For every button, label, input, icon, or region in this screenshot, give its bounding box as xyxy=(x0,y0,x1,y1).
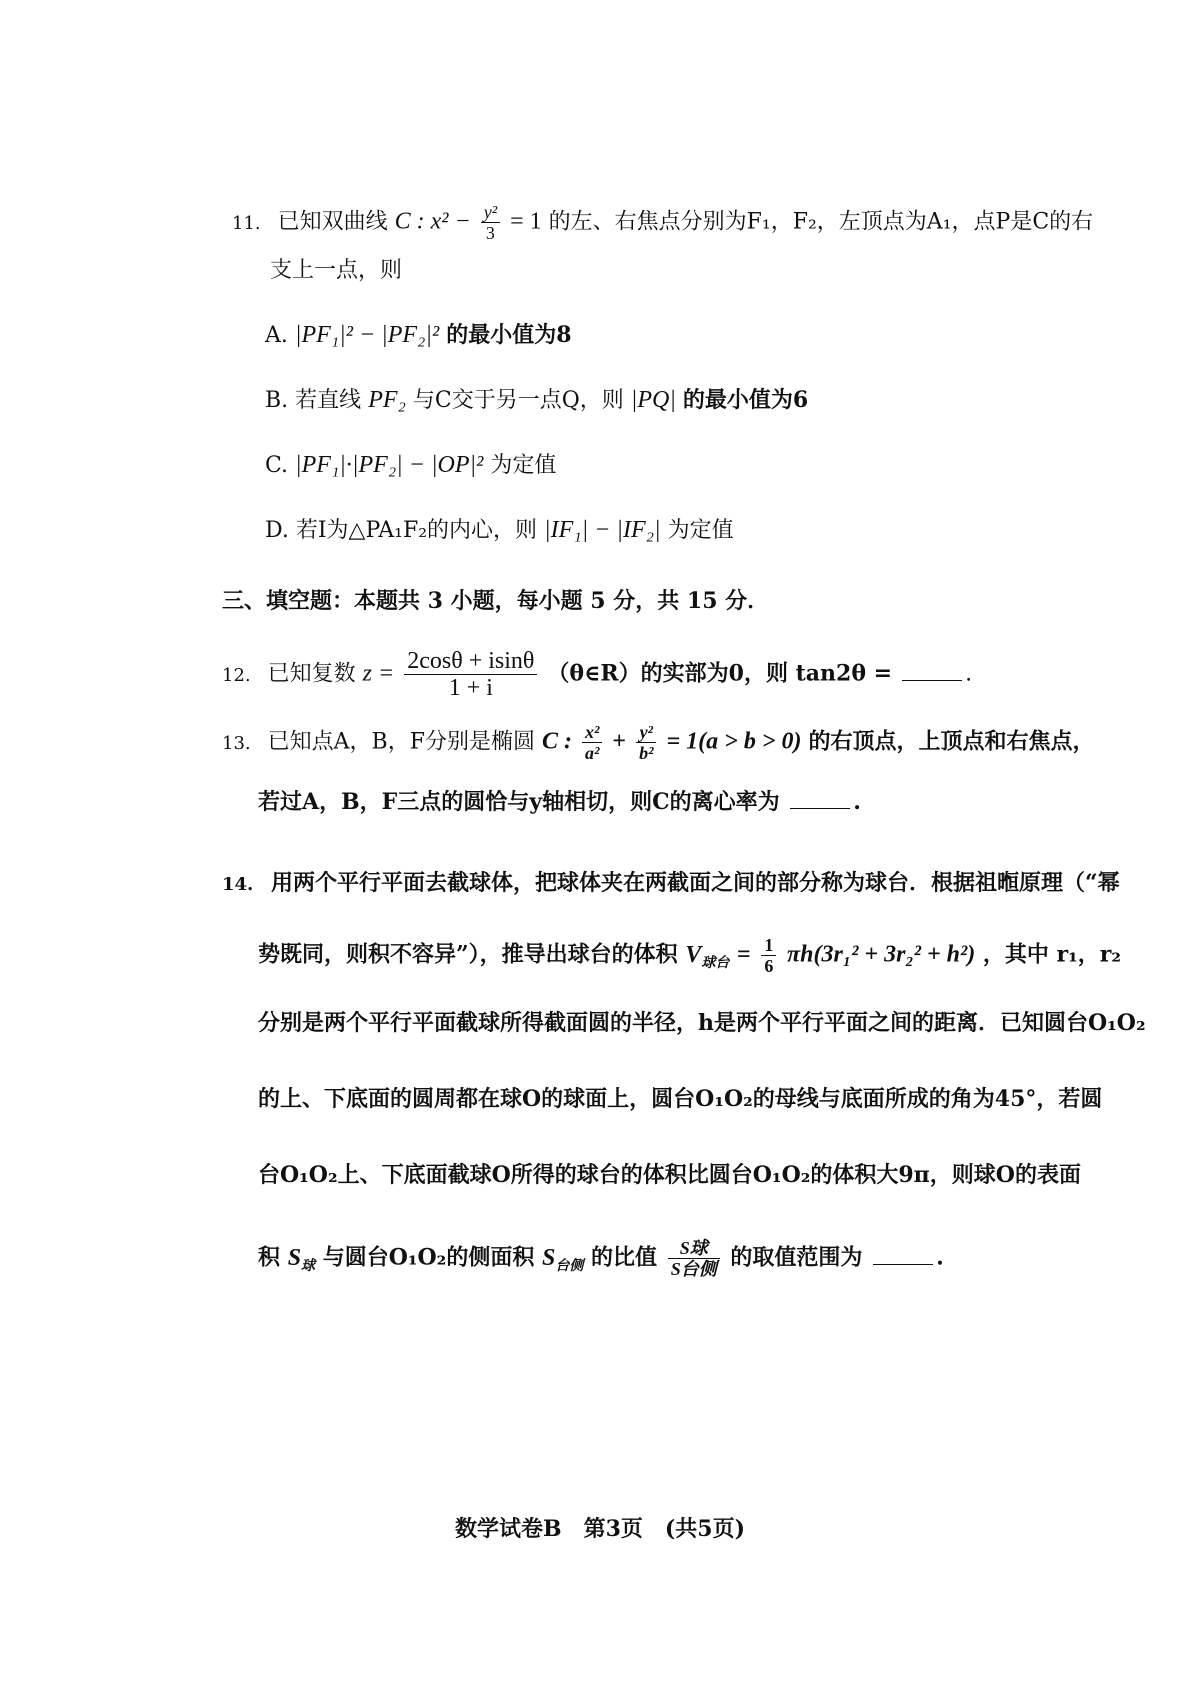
q14-end: . xyxy=(936,1244,944,1271)
option-label: A. xyxy=(265,323,288,348)
q11-hyperbola-den: 3 xyxy=(485,223,495,243)
q11-option-a xyxy=(265,320,572,351)
q14-line1-text: 用两个平行平面去截球体，把球体夹在两截面之间的部分称为球台．根据祖暅原理（“幂 xyxy=(271,870,1120,896)
q14-line6 xyxy=(258,1238,944,1279)
q14-line5: 台O₁O₂上、下底面截球O所得的球台的体积比圆台O₁O₂的体积大9π，则球O的表面 xyxy=(258,1162,1081,1188)
option-text1: 若I为△PA₁F₂的内心，则 xyxy=(295,518,538,543)
q12-line xyxy=(222,648,972,701)
q14-s-side xyxy=(542,1244,584,1274)
q12-end: . xyxy=(965,661,973,687)
q14-fraction xyxy=(761,935,776,976)
q14-s-side-letter: S xyxy=(542,1244,556,1271)
q11-option-b xyxy=(265,385,808,416)
option-label: C. xyxy=(265,453,289,478)
q14-v-letter: V xyxy=(685,941,702,968)
q12-z-lhs: z = xyxy=(362,660,395,687)
q11-hyperbola-rhs: = 1 xyxy=(510,208,542,235)
q11-stem-c: 支上一点，则 xyxy=(270,258,403,283)
q11-hyperbola-fraction xyxy=(481,202,500,243)
q13-answer-blank[interactable] xyxy=(790,788,850,809)
q12-number: 12. xyxy=(222,664,251,686)
section3-title: 三、填空题：本题共 3 小题，每小题 5 分，共 15 分． xyxy=(222,588,770,614)
q12-answer-blank[interactable] xyxy=(902,660,962,681)
page-footer: 数学试卷B 第3页 (共5页) xyxy=(454,1516,746,1542)
option-text2: 与C交于另一点Q，则 xyxy=(412,388,624,413)
q12-numerator: 2cosθ + isinθ xyxy=(404,648,537,675)
option-expr: |IF₁| − |IF₂| xyxy=(544,517,661,543)
option-label: B. xyxy=(265,388,289,413)
q14-ratio-den: S台侧 xyxy=(670,1259,717,1279)
q13-end: . xyxy=(853,789,861,815)
option-expr: |PF₁|² − |PF₂|² xyxy=(294,322,440,348)
q13-text-b: 的右顶点，上顶点和右焦点， xyxy=(808,728,1095,755)
q12-denominator: 1 + i xyxy=(448,675,493,701)
q11-line2 xyxy=(270,256,402,286)
q13-plus: + xyxy=(612,728,627,755)
q14-line6-b: 与圆台O₁O₂的侧面积 xyxy=(322,1244,535,1271)
q14-line2-b: ，其中 r₁，r₂ xyxy=(982,941,1121,968)
option-text1: 若直线 xyxy=(295,388,362,413)
q12-fraction xyxy=(404,648,537,701)
q14-number: 14. xyxy=(222,874,254,895)
option-text: 为定值 xyxy=(667,518,734,543)
q13-line2-text: 若过A，B，F三点的圆恰与y轴相切，则C的离心率为 xyxy=(258,789,780,815)
q14-s-ball xyxy=(287,1244,316,1274)
option-expr2: |PQ| xyxy=(630,387,676,413)
q14-ratio-num: S球 xyxy=(668,1238,720,1259)
q11-option-d xyxy=(265,515,734,546)
q13-x-fraction xyxy=(582,722,602,763)
q11-hyperbola-num: y² xyxy=(481,202,500,223)
option-text: 的最小值为8 xyxy=(446,322,572,348)
q13-y-den: b² xyxy=(639,743,654,763)
q13-ellipse-lhs: C : xyxy=(541,728,572,755)
q14-v-sub: 球台 xyxy=(701,955,730,971)
q14-formula: πh(3r₁² + 3r₂² + h²) xyxy=(787,941,976,968)
q11-number: 11. xyxy=(232,212,261,234)
option-text3: 的最小值为6 xyxy=(682,387,809,413)
q13-number: 13. xyxy=(222,732,251,754)
option-label: D. xyxy=(265,518,289,543)
q14-line6-a: 积 xyxy=(258,1244,281,1271)
q13-text-a: 已知点A，B，F分别是椭圆 xyxy=(267,729,535,755)
q12-text-b: （θ∈R）的实部为0，则 tan2θ = xyxy=(547,660,893,687)
q14-s-ball-letter: S xyxy=(287,1244,302,1271)
option-text: 为定值 xyxy=(490,453,557,478)
q14-v-label xyxy=(685,941,730,971)
q14-ratio-fraction xyxy=(668,1238,720,1279)
q13-line1 xyxy=(222,722,1095,763)
q13-x-num: x² xyxy=(582,722,602,743)
q14-line1 xyxy=(222,868,1120,900)
q14-line6-d: 的取值范围为 xyxy=(730,1244,863,1271)
q12-text-a: 已知复数 xyxy=(267,661,356,687)
q13-line2 xyxy=(258,787,861,817)
q14-line2 xyxy=(258,935,1121,976)
q14-answer-blank[interactable] xyxy=(873,1244,933,1265)
q14-eq: = xyxy=(737,941,751,968)
q11-stem-a: 已知双曲线 xyxy=(277,209,388,235)
q11-option-c xyxy=(265,450,556,481)
q14-s-ball-sub: 球 xyxy=(301,1258,316,1274)
q14-line4: 的上、下底面的圆周都在球O的球面上，圆台O₁O₂的母线与底面所成的角为45°，若圆 xyxy=(258,1086,1103,1112)
option-expr: PF₂ xyxy=(368,387,406,413)
q13-y-num: y² xyxy=(636,722,656,743)
q11-line1 xyxy=(232,202,1093,243)
q13-ellipse-rhs: = 1(a > b > 0) xyxy=(666,728,802,755)
q14-line2-a: 势既同，则积不容异”），推导出球台的体积 xyxy=(258,941,678,968)
option-expr: |PF₁|·|PF₂| − |OP|² xyxy=(295,452,484,478)
q14-frac-num: 1 xyxy=(761,935,776,956)
q14-line3: 分别是两个平行平面截球所得截面圆的半径，h是两个平行平面之间的距离．已知圆台O₁O₂ xyxy=(258,1010,1146,1036)
q11-stem-b: 的左、右焦点分别为F₁，F₂，左顶点为A₁，点P是C的右 xyxy=(548,209,1094,235)
q14-frac-den: 6 xyxy=(764,956,774,976)
q11-hyperbola-lhs: C : x² − xyxy=(394,208,471,235)
q14-line6-c: 的比值 xyxy=(591,1244,658,1271)
q13-x-den: a² xyxy=(584,743,600,763)
q13-y-fraction xyxy=(636,722,656,763)
q14-s-side-sub: 台侧 xyxy=(555,1258,584,1274)
